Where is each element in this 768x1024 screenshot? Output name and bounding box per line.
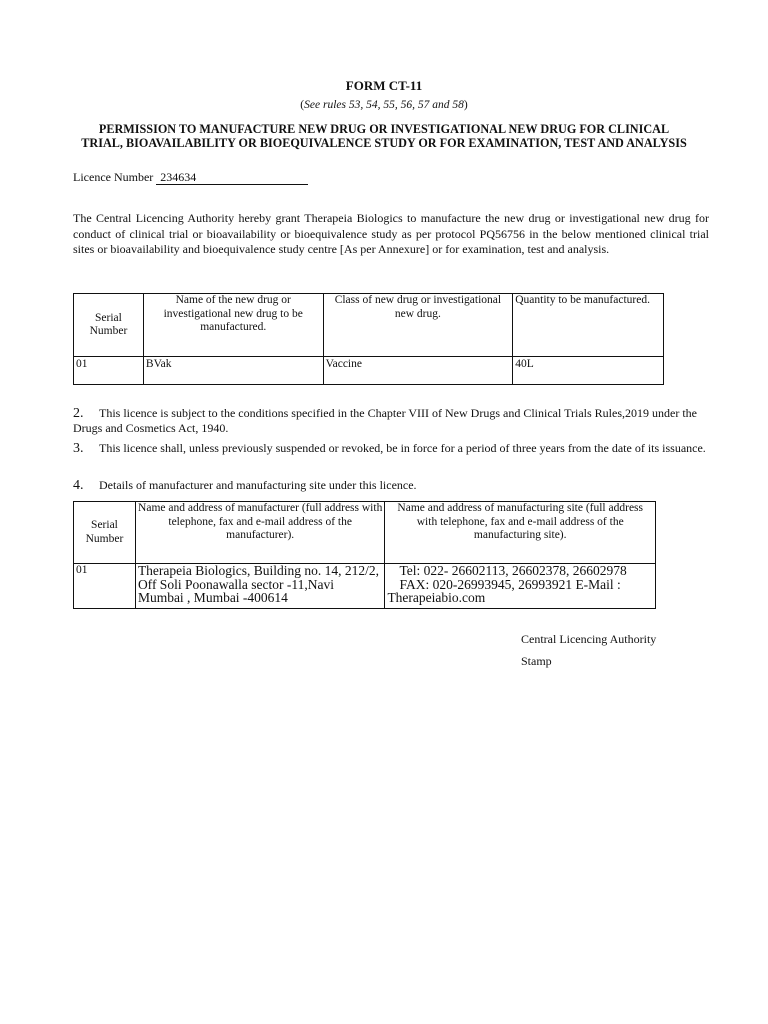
table-row xyxy=(74,357,664,385)
site-header-manufacturer: Name and address of manufacturer (full address with telephone, fax and e-mail address of the manufacturer). xyxy=(135,502,385,564)
licence-number-label: Licence Number xyxy=(73,170,154,184)
clause-3-text: This licence shall, unless previously suspended or revoked, be in force for a period of three years from the date of its issuance. xyxy=(99,441,706,455)
site-table-header-row xyxy=(74,502,656,564)
licence-number-value: 234634 xyxy=(156,171,308,185)
clause-2-number: 2. xyxy=(73,406,84,421)
drug-serial-cell: 01 xyxy=(74,357,144,385)
manufacturing-site-cell xyxy=(385,564,656,609)
licence-number-line xyxy=(73,170,308,185)
rules-text: See rules 53, 54, 55, 56, 57 and 58 xyxy=(304,99,464,111)
site-email-line: Therapeiabio.com xyxy=(387,590,486,605)
clause-2-text: This licence is subject to the conditions specified in the Chapter VIII of New Drugs and Clinical Trials Rules,2019 under the Drugs and Cosmetics Act, 1940. xyxy=(73,406,697,435)
clause-3-number: 3. xyxy=(73,441,84,456)
table-row xyxy=(74,564,656,609)
clause-4-number: 4. xyxy=(73,478,84,493)
site-tel-line: Tel: 022- 26602113, 26602378, 26602978 xyxy=(399,563,627,578)
drug-name-cell: BVak xyxy=(143,357,323,385)
grant-paragraph: The Central Licencing Authority hereby grant Therapeia Biologics to manufacture the new drug or investigational new drug for conduct of clinical trial or bioavailability or bioequivalence study as per protocol PQ56756 in the below mentioned clinical trial sites or bioavailability and bioequivalence study centre [As per Annexure] or for examination, test and analysis. xyxy=(73,211,709,256)
clause-4 xyxy=(73,478,709,493)
drug-header-name: Name of the new drug or investigational new drug to be manufactured. xyxy=(143,294,323,357)
form-title: FORM CT-11 xyxy=(345,78,423,93)
drug-header-class: Class of new drug or investigational new drug. xyxy=(323,294,513,357)
drug-class-cell: Vaccine xyxy=(323,357,513,385)
signature-stamp: Stamp xyxy=(521,654,552,668)
drug-header-serial: Serial Number xyxy=(74,294,144,357)
site-header-site: Name and address of manufacturing site (full address with telephone, fax and e-mail address of the manufacturing site). xyxy=(385,502,656,564)
rules-reference xyxy=(0,99,768,111)
rules-open: ( xyxy=(300,99,305,111)
drug-table-header-row xyxy=(74,294,664,357)
clause-2 xyxy=(73,406,709,436)
drug-quantity-cell: 40L xyxy=(513,357,664,385)
site-serial-cell: 01 xyxy=(74,564,136,609)
clause-4-text: Details of manufacturer and manufacturing site under this licence. xyxy=(99,478,417,492)
signature-authority: Central Licencing Authority xyxy=(521,632,657,646)
site-fax-line: FAX: 020-26993945, 26993921 E-Mail : xyxy=(399,576,621,592)
drug-header-quantity: Quantity to be manufactured. xyxy=(513,294,664,357)
site-header-serial: Serial Number xyxy=(74,502,136,564)
manufacturer-cell: Therapeia Biologics, Building no. 14, 212/2, Off Soli Poonawalla sector -11,Navi Mumbai , Mumbai -400614 xyxy=(135,564,385,609)
site-table xyxy=(73,501,656,609)
form-heading: PERMISSION TO MANUFACTURE NEW DRUG OR INVESTIGATIONAL NEW DRUG FOR CLINICAL TRIAL, BIOAVAILABILITY OR BIOEQUIVALENCE STUDY OR FOR EXAMINATION, TEST AND ANALYSIS xyxy=(81,122,687,150)
clause-3 xyxy=(73,441,709,456)
rules-close: ) xyxy=(463,99,468,111)
drug-table xyxy=(73,293,664,385)
